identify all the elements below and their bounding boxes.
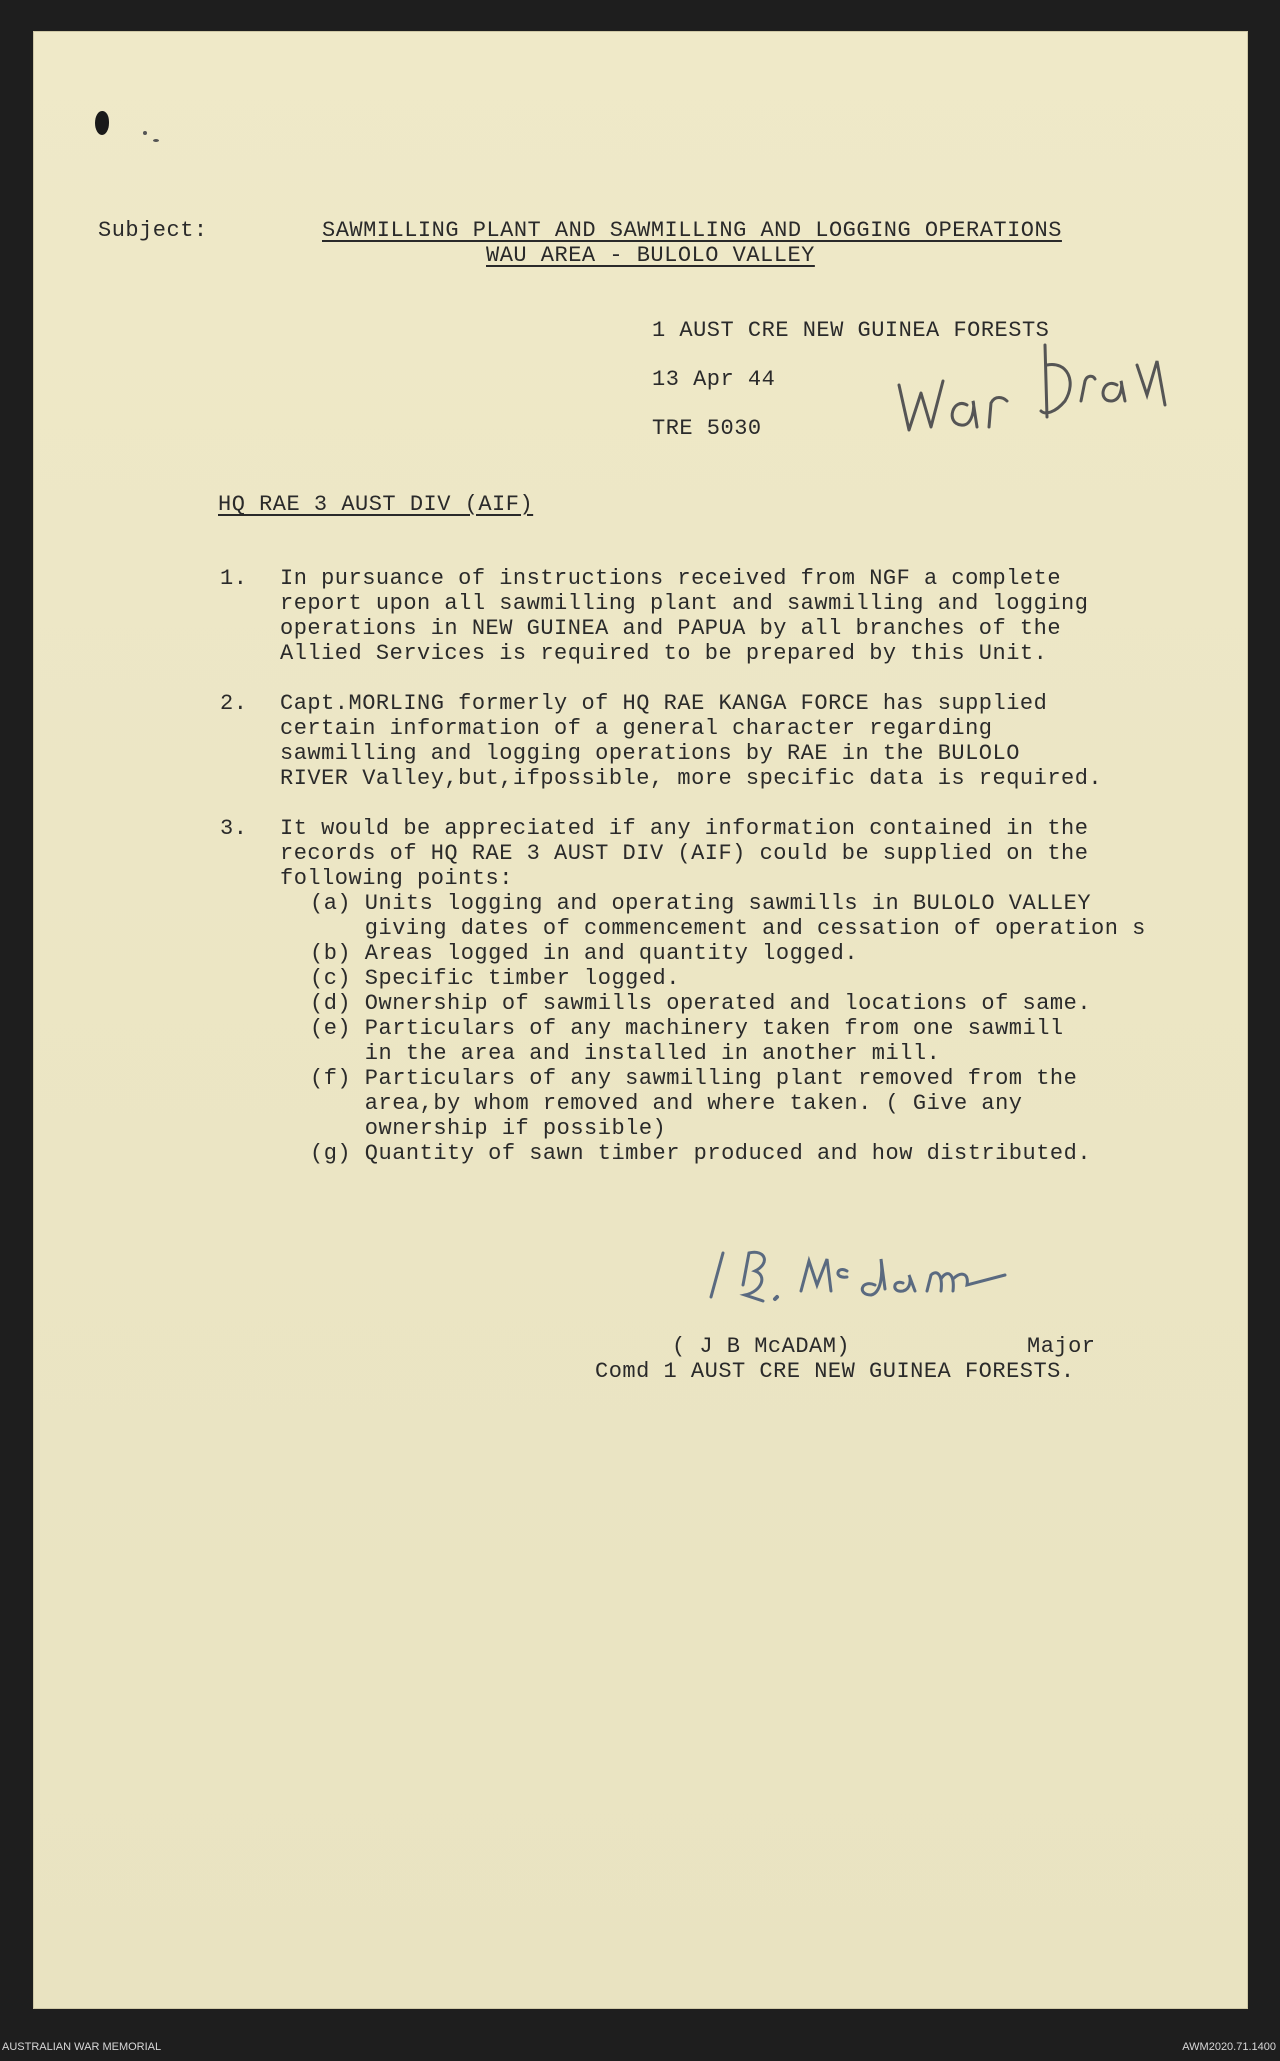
paragraph-3-number: 3. bbox=[220, 816, 248, 841]
paragraph-3-line: following points: bbox=[280, 866, 513, 891]
point-item: (g) Quantity of sawn timber produced and how distributed. bbox=[310, 1141, 1092, 1166]
point-item: (e) Particulars of any machinery taken from one sawmill bbox=[310, 1016, 1064, 1041]
subject-label: Subject: bbox=[98, 218, 208, 243]
signatory-title: Comd 1 AUST CRE NEW GUINEA FORESTS. bbox=[595, 1359, 1075, 1384]
paragraph-1-line: In pursuance of instructions received from NGF a complete bbox=[280, 566, 1062, 591]
point-item: area,by whom removed and where taken. ( Give any bbox=[310, 1091, 1023, 1116]
paragraph-3-line: records of HQ RAE 3 AUST DIV (AIF) could be supplied on the bbox=[280, 841, 1089, 866]
point-item: (c) Specific timber logged. bbox=[310, 966, 680, 991]
point-item: in the area and installed in another mill. bbox=[310, 1041, 941, 1066]
paragraph-2-number: 2. bbox=[220, 691, 248, 716]
signatory-name: ( J B McADAM) bbox=[672, 1334, 851, 1359]
handwritten-war-diary-note bbox=[895, 335, 1175, 445]
paragraph-1-number: 1. bbox=[220, 566, 248, 591]
point-item: giving dates of commencement and cessation of operation s bbox=[310, 916, 1146, 941]
footer-accession-number: AWM2020.71.1400 bbox=[1182, 2041, 1276, 2053]
paper-speck bbox=[143, 131, 147, 135]
letter-date: 13 Apr 44 bbox=[652, 367, 776, 392]
unit-name: 1 AUST CRE NEW GUINEA FORESTS bbox=[652, 318, 1050, 343]
paragraph-2-line: Capt.MORLING formerly of HQ RAE KANGA FORCE has supplied bbox=[280, 691, 1048, 716]
point-item: (a) Units logging and operating sawmills in BULOLO VALLEY bbox=[310, 891, 1092, 916]
punch-hole bbox=[95, 111, 109, 135]
paragraph-1-line: report upon all sawmilling plant and sawmilling and logging bbox=[280, 591, 1089, 616]
point-item: (f) Particulars of any sawmilling plant removed from the bbox=[310, 1066, 1078, 1091]
paragraph-2-line: certain information of a general character regarding bbox=[280, 716, 993, 741]
point-item: (b) Areas logged in and quantity logged. bbox=[310, 941, 859, 966]
paragraph-1-line: operations in NEW GUINEA and PAPUA by all branches of the bbox=[280, 616, 1062, 641]
subject-line-1: SAWMILLING PLANT AND SAWMILLING AND LOGGING OPERATIONS bbox=[322, 218, 1062, 243]
footer-archive-name: AUSTRALIAN WAR MEMORIAL bbox=[2, 2041, 162, 2053]
point-item: ownership if possible) bbox=[310, 1116, 667, 1141]
handwritten-signature bbox=[705, 1245, 1045, 1315]
reference-number: TRE 5030 bbox=[652, 416, 762, 441]
addressee: HQ RAE 3 AUST DIV (AIF) bbox=[218, 492, 534, 517]
paper-speck bbox=[153, 139, 159, 142]
paragraph-3-line: It would be appreciated if any information contained in the bbox=[280, 816, 1089, 841]
paragraph-2-line: RIVER Valley,but,ifpossible, more specific data is required. bbox=[280, 766, 1103, 791]
signatory-rank: Major bbox=[1027, 1334, 1096, 1359]
paragraph-2-line: sawmilling and logging operations by RAE in the BULOLO bbox=[280, 741, 1020, 766]
subject-line-2: WAU AREA - BULOLO VALLEY bbox=[486, 243, 815, 268]
point-item: (d) Ownership of sawmills operated and locations of same. bbox=[310, 991, 1092, 1016]
paragraph-1-line: Allied Services is required to be prepared by this Unit. bbox=[280, 641, 1048, 666]
